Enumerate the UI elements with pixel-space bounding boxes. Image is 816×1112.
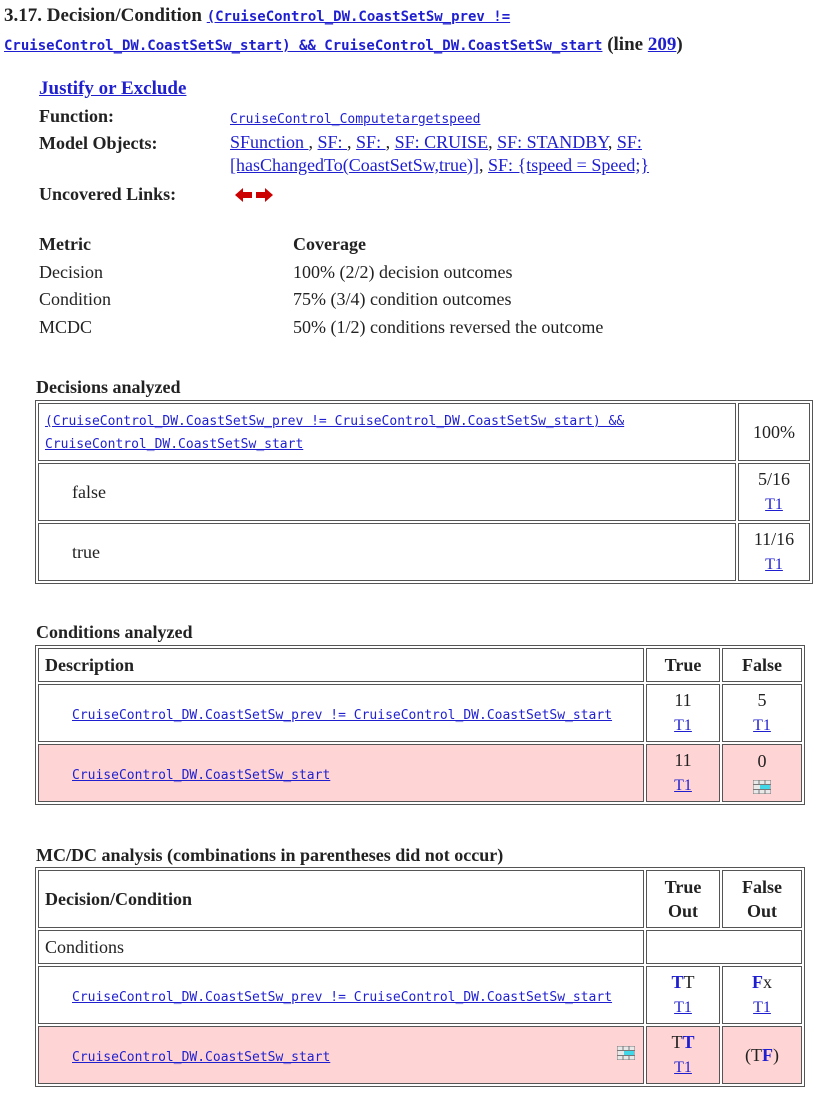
brick-icon[interactable] xyxy=(617,1046,635,1060)
false-out-header xyxy=(722,870,802,928)
outcome-label: true xyxy=(38,523,736,581)
model-object-link[interactable]: SF: STANDBY xyxy=(497,132,608,152)
condition-link[interactable]: CruiseControl_DW.CoastSetSw_start xyxy=(72,767,331,783)
metric-coverage: 100% (2/2) decision outcomes xyxy=(293,262,513,282)
line-suffix: ) xyxy=(676,34,683,55)
section-header xyxy=(4,2,804,60)
true-count: 11 xyxy=(674,750,692,770)
description-header: Description xyxy=(38,648,644,682)
decision-expression-cell xyxy=(38,403,736,461)
false-count-cell xyxy=(722,684,802,742)
decision-expression-link[interactable]: (CruiseControl_DW.CoastSetSw_prev != CruiseControl_DW.CoastSetSw_start) && xyxy=(45,414,625,429)
false-out-header-1: False xyxy=(742,877,782,897)
model-object-link[interactable]: SF: [hasChangedTo(CoastSetSw,true)] xyxy=(230,132,642,175)
false-count: 5 xyxy=(757,690,767,710)
table-row xyxy=(38,966,802,1024)
table-row xyxy=(38,523,810,581)
metric-coverage: 50% (1/2) conditions reversed the outcome xyxy=(293,317,604,337)
table-row xyxy=(38,463,810,521)
model-object-link[interactable]: SF: xyxy=(356,132,386,152)
false-header: False xyxy=(722,648,802,682)
true-count-cell xyxy=(646,744,720,802)
decision-condition-header: Decision/Condition xyxy=(38,870,644,928)
uncovered-links-arrows xyxy=(235,183,274,204)
left-arrow-icon[interactable] xyxy=(235,187,253,203)
false-out-open: (T xyxy=(745,1045,762,1065)
table-row xyxy=(38,648,802,682)
false-out-cell xyxy=(722,1026,802,1084)
code-link-line2[interactable]: CruiseControl_DW.CoastSetSw_start) && CruiseControl_DW.CoastSetSw_start xyxy=(4,38,603,54)
mcdc-desc-cell xyxy=(38,1026,644,1084)
table-row xyxy=(38,930,802,964)
outcome-count-cell xyxy=(738,523,810,581)
test-link[interactable]: T1 xyxy=(674,999,692,1016)
coverage-column-header: Coverage xyxy=(293,234,366,254)
model-object-link[interactable]: SF: CRUISE xyxy=(394,132,489,152)
line-prefix: (line xyxy=(607,34,644,55)
false-out-rest: x xyxy=(763,972,772,992)
true-out-bold: T xyxy=(671,972,684,992)
outcome-count-cell xyxy=(738,463,810,521)
condition-link[interactable]: CruiseControl_DW.CoastSetSw_start xyxy=(72,1049,331,1065)
table-row-uncovered xyxy=(38,1026,802,1084)
line-number-link[interactable]: 209 xyxy=(647,34,677,55)
test-link[interactable]: T1 xyxy=(753,999,771,1016)
test-link[interactable]: T1 xyxy=(765,556,783,573)
outcome-count: 5/16 xyxy=(757,469,790,489)
false-count-cell xyxy=(722,744,802,802)
conditions-table xyxy=(35,645,805,805)
decision-expression-link-2[interactable]: CruiseControl_DW.CoastSetSw_start xyxy=(45,437,304,452)
true-out-header-2: Out xyxy=(667,901,698,921)
decisions-table xyxy=(35,400,813,584)
true-out-header-1: True xyxy=(664,877,702,897)
brick-icon[interactable] xyxy=(753,780,771,794)
true-out-first: T xyxy=(671,1032,683,1052)
condition-link[interactable]: CruiseControl_DW.CoastSetSw_prev != CruiseControl_DW.CoastSetSw_start xyxy=(72,707,613,723)
condition-desc-cell xyxy=(38,684,644,742)
empty-cell xyxy=(646,930,802,964)
true-out-cell xyxy=(646,1026,720,1084)
metric-column-header: Metric xyxy=(39,234,91,254)
true-out-rest: T xyxy=(683,972,695,992)
false-out-cell xyxy=(722,966,802,1024)
model-object-link[interactable]: SF: xyxy=(317,132,348,152)
true-out-cell xyxy=(646,966,720,1024)
false-out-bold: F xyxy=(752,972,763,992)
metric-name: MCDC xyxy=(39,317,93,337)
metric-coverage: 75% (3/4) condition outcomes xyxy=(293,289,512,309)
mcdc-desc-cell xyxy=(38,966,644,1024)
true-out-header xyxy=(646,870,720,928)
model-object-link[interactable]: SF: {tspeed = Speed;} xyxy=(488,155,649,175)
uncovered-links-label: Uncovered Links: xyxy=(39,184,177,204)
test-link[interactable]: T1 xyxy=(674,717,692,734)
conditions-label: Conditions xyxy=(38,930,644,964)
false-out-header-2: Out xyxy=(746,901,777,921)
metric-name: Condition xyxy=(39,289,112,309)
metric-name: Decision xyxy=(39,262,103,282)
section-number-title: 3.17. Decision/Condition xyxy=(4,5,202,26)
true-out-bold: T xyxy=(682,1032,695,1052)
mcdc-table xyxy=(35,867,805,1087)
decisions-title: Decisions analyzed xyxy=(36,377,181,397)
false-count: 0 xyxy=(757,751,767,771)
test-link[interactable]: T1 xyxy=(765,496,783,513)
function-link[interactable]: CruiseControl_Computetargetspeed xyxy=(230,112,481,127)
code-link-line1[interactable]: (CruiseControl_DW.CoastSetSw_prev != xyxy=(206,9,511,25)
outcome-count: 11/16 xyxy=(753,529,795,549)
test-link[interactable]: T1 xyxy=(674,777,692,794)
model-object-link[interactable]: SFunction xyxy=(230,132,309,152)
justify-or-exclude-link[interactable]: Justify or Exclude xyxy=(39,78,187,99)
test-link[interactable]: T1 xyxy=(753,717,771,734)
right-arrow-icon[interactable] xyxy=(256,187,274,203)
outcome-label: false xyxy=(38,463,736,521)
conditions-title: Conditions analyzed xyxy=(36,622,193,642)
table-row-uncovered xyxy=(38,744,802,802)
false-out-bold: F xyxy=(762,1045,773,1065)
true-header: True xyxy=(646,648,720,682)
mcdc-title: MC/DC analysis (combinations in parentheses did not occur) xyxy=(36,845,504,865)
decision-percent: 100% xyxy=(738,403,810,461)
table-row xyxy=(38,684,802,742)
model-objects-list: SFunction , SF: , SF: , SF: CRUISE, SF: STANDBY, SF: [hasChangedTo(CoastSetSw,true)], SF: {tspeed = Speed;} xyxy=(230,132,649,175)
table-row xyxy=(38,870,802,928)
model-objects-label: Model Objects: xyxy=(39,133,158,153)
function-label: Function: xyxy=(39,106,115,126)
true-count-cell xyxy=(646,684,720,742)
test-link[interactable]: T1 xyxy=(674,1059,692,1076)
condition-link[interactable]: CruiseControl_DW.CoastSetSw_prev != CruiseControl_DW.CoastSetSw_start xyxy=(72,989,613,1005)
false-out-close: ) xyxy=(773,1045,779,1065)
true-count: 11 xyxy=(674,690,692,710)
table-row xyxy=(38,403,810,461)
condition-desc-cell xyxy=(38,744,644,802)
